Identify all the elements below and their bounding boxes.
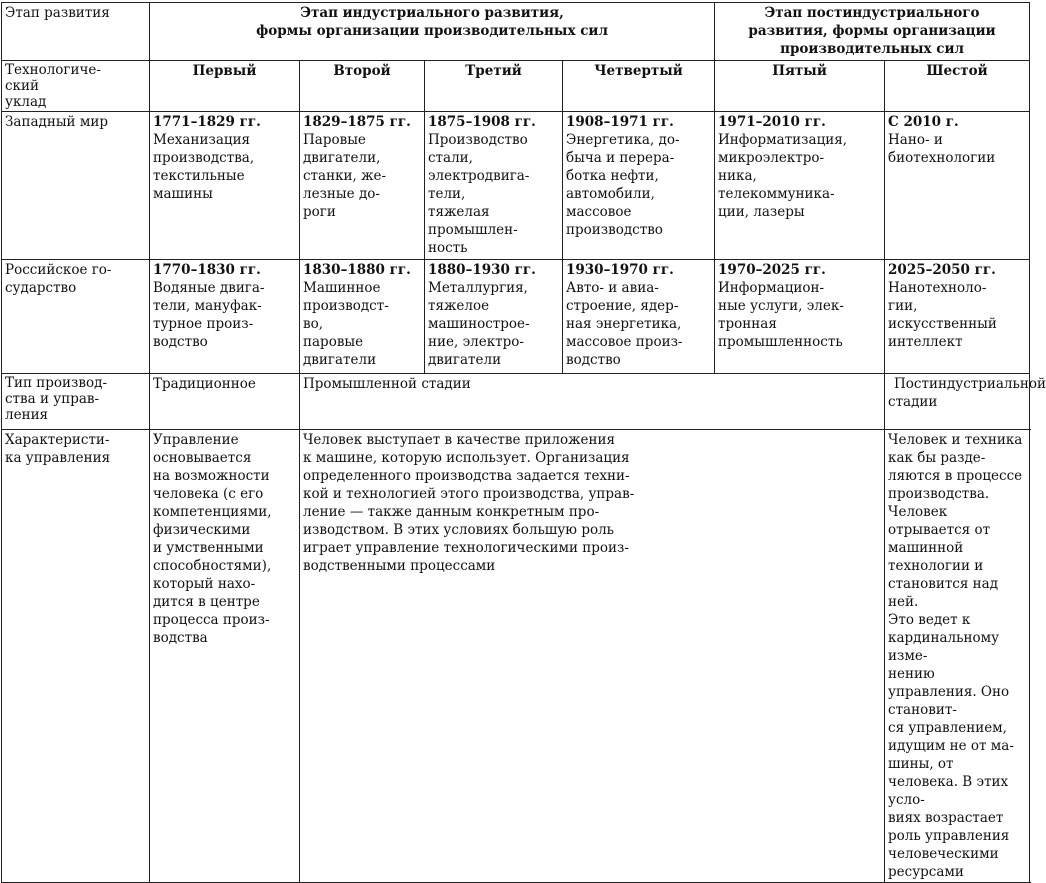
management-postindustrial-text: Человек и техника как бы разде- ляются в процессе производства. Человек отрывается от машинной технологии и становится над ней. Это ведет к кардинальному изме- нению управления. Оно становит- ся управлением, идущим не от ма- шины, от человека. В этих усло- виях возрастает роль управления человеческими ресурсами bbox=[888, 432, 1023, 880]
production-postindustrial bbox=[885, 374, 1046, 430]
industrial-header-text: Этап индустриального развития, формы организации производительных сил bbox=[256, 5, 608, 39]
west-cell-1 bbox=[150, 112, 300, 260]
uklad-first bbox=[150, 61, 300, 112]
header-row bbox=[2, 3, 1030, 61]
russia-cell-2 bbox=[300, 260, 425, 374]
west-cell-4 bbox=[563, 112, 715, 260]
west-years-4: 1908–1971 гг. bbox=[566, 114, 674, 130]
russia-row bbox=[2, 260, 1030, 374]
management-industrial bbox=[300, 430, 885, 883]
uklad-fifth bbox=[715, 61, 885, 112]
russia-desc-2: Машинное производст- во, паровые двигатели bbox=[303, 280, 389, 368]
management-traditional-text: Управление основывается на возможности человека (с его компетенциями, физическими и умственными способностями), который нахо- дится в центре процесса произ- водства bbox=[153, 432, 272, 646]
west-years-6: С 2010 г. bbox=[888, 114, 959, 130]
russia-desc-3: Металлургия, тяжелое машинострое- ние, электро- двигатели bbox=[428, 280, 530, 368]
russia-cell-4 bbox=[563, 260, 715, 374]
production-row bbox=[2, 374, 1030, 430]
uklad-sixth bbox=[885, 61, 1030, 112]
russia-label: Российское го- сударство bbox=[5, 262, 112, 296]
west-years-3: 1875–1908 гг. bbox=[428, 114, 536, 130]
west-years-1: 1771–1829 гг. bbox=[153, 114, 261, 130]
production-industrial-text: Промышленной стадии bbox=[303, 376, 471, 392]
west-label: Западный мир bbox=[5, 114, 108, 130]
management-industrial-text: Человек выступает в качестве приложения к машине, которую использует. Организация определенного производства задается техни- кой и технологией этого производства, управ- ление — также данным конкретным про- изводством. В этих условиях большую роль играет управление технологическими произ- водственными процессами bbox=[303, 432, 635, 574]
west-years-5: 1971–2010 гг. bbox=[718, 114, 826, 130]
uklad-fifth-text: Пятый bbox=[772, 63, 827, 79]
west-desc-6: Нано- и биотехнологии bbox=[888, 132, 996, 166]
development-stages-table bbox=[1, 2, 1046, 883]
industrial-header bbox=[150, 3, 715, 61]
west-desc-4: Энергетика, до- быча и перера- ботка нефти, автомобили, массовое производство bbox=[566, 132, 680, 238]
uklad-first-text: Первый bbox=[192, 63, 257, 79]
production-label: Тип производ- ства и управ- ления bbox=[5, 375, 108, 423]
production-postindustrial-text: Постиндустриальной стадии bbox=[888, 376, 1046, 410]
uklad-fourth bbox=[563, 61, 715, 112]
production-traditional-text: Традиционное bbox=[153, 376, 256, 392]
russia-cell-1 bbox=[150, 260, 300, 374]
west-cell-2 bbox=[300, 112, 425, 260]
russia-desc-5: Информацион- ные услуги, элек- тронная промышленность bbox=[718, 280, 844, 350]
management-label: Характеристи- ка управления bbox=[5, 432, 111, 466]
russia-cell-6 bbox=[885, 260, 1030, 374]
russia-years-2: 1830–1880 гг. bbox=[303, 262, 411, 278]
stage-label: Этап развития bbox=[5, 5, 110, 21]
uklad-label-cell bbox=[2, 61, 150, 112]
uklad-label: Технологиче- ский уклад bbox=[5, 62, 101, 110]
west-row bbox=[2, 112, 1030, 260]
management-label-cell bbox=[2, 430, 150, 883]
russia-years-4: 1930–1970 гг. bbox=[566, 262, 674, 278]
west-cell-5 bbox=[715, 112, 885, 260]
uklad-second-text: Второй bbox=[333, 63, 391, 79]
west-desc-3: Производство стали, электродвига- тели, тяжелая промышлен- ность bbox=[428, 132, 530, 256]
russia-desc-1: Водяные двига- тели, мануфак- турное произ- водство bbox=[153, 280, 265, 350]
russia-years-1: 1770–1830 гг. bbox=[153, 262, 261, 278]
management-row bbox=[2, 430, 1030, 883]
russia-desc-4: Авто- и авиа- строение, ядер- ная энергетика, массовое произ- водство bbox=[566, 280, 683, 368]
uklad-second bbox=[300, 61, 425, 112]
west-desc-2: Паровые двигатели, станки, же- лезные до- роги bbox=[303, 132, 387, 220]
stage-label-cell bbox=[2, 3, 150, 61]
uklad-third bbox=[425, 61, 563, 112]
west-years-2: 1829–1875 гг. bbox=[303, 114, 411, 130]
uklad-row bbox=[2, 61, 1030, 112]
russia-years-6: 2025–2050 гг. bbox=[888, 262, 996, 278]
west-cell-3 bbox=[425, 112, 563, 260]
russia-desc-6: Нанотехноло- гии, искусственный интеллект bbox=[888, 280, 997, 350]
uklad-third-text: Третий bbox=[465, 63, 522, 79]
production-traditional bbox=[150, 374, 300, 430]
west-cell-6 bbox=[885, 112, 1030, 260]
production-industrial bbox=[300, 374, 885, 430]
uklad-fourth-text: Четвертый bbox=[594, 63, 683, 79]
russia-cell-3 bbox=[425, 260, 563, 374]
west-label-cell bbox=[2, 112, 150, 260]
postindustrial-header-text: Этап постиндустриального развития, формы организации производительных сил bbox=[748, 5, 996, 57]
management-traditional bbox=[150, 430, 300, 883]
management-postindustrial bbox=[885, 430, 1030, 883]
russia-label-cell bbox=[2, 260, 150, 374]
west-desc-5: Информатизация, микроэлектро- ника, телекоммуника- ции, лазеры bbox=[718, 132, 848, 220]
russia-years-5: 1970–2025 гг. bbox=[718, 262, 826, 278]
production-label-cell bbox=[2, 374, 150, 430]
west-desc-1: Механизация производства, текстильные машины bbox=[153, 132, 255, 202]
uklad-sixth-text: Шестой bbox=[926, 63, 988, 79]
russia-cell-5 bbox=[715, 260, 885, 374]
russia-years-3: 1880–1930 гг. bbox=[428, 262, 536, 278]
postindustrial-header bbox=[715, 3, 1030, 61]
